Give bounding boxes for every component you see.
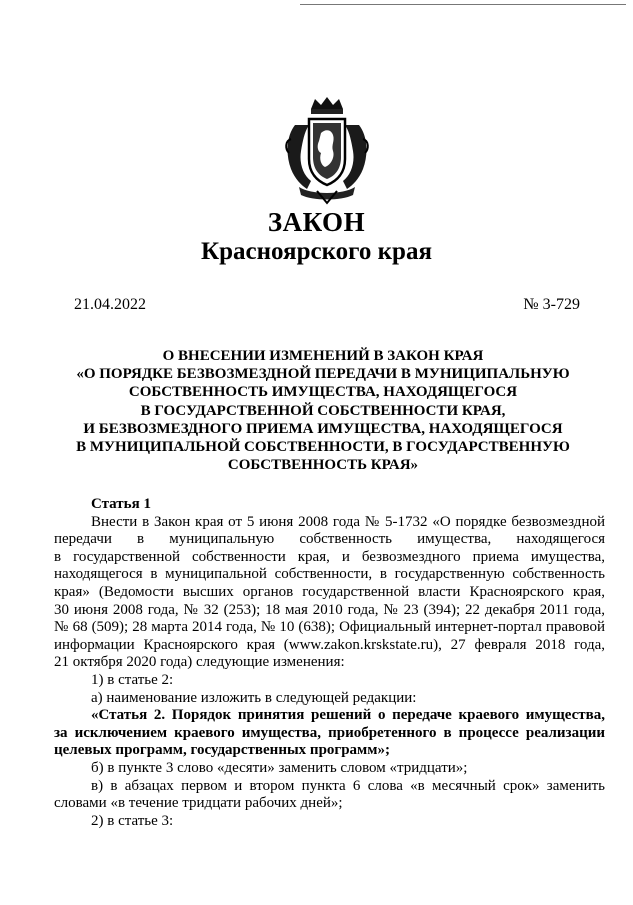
body-line: в) в абзацах первом и втором пункта 6 слова «в месячный срок» заменить xyxy=(91,777,605,794)
body-line: информации Красноярского края (www.zakon.krskstate.ru), 27 февраля 2018 года, xyxy=(54,636,605,653)
body-line-bold: целевых программ, государственных программ»; xyxy=(54,742,390,759)
article-1 xyxy=(54,496,605,830)
body-line: находящегося в муниципальной собственности, в государственную собственность xyxy=(54,566,605,583)
act-title-line: О ВНЕСЕНИИ ИЗМЕНЕНИЙ В ЗАКОН КРАЯ xyxy=(162,348,484,364)
body-line: 2) в статье 3: xyxy=(91,812,174,829)
act-title-line: В МУНИЦИПАЛЬНОЙ СОБСТВЕННОСТИ, В ГОСУДАРСТВЕННУЮ xyxy=(76,439,570,456)
document-date: 21.04.2022 xyxy=(74,296,146,313)
law-title: ЗАКОН xyxy=(267,207,366,237)
body-line: а) наименование изложить в следующей редакции: xyxy=(91,689,417,706)
act-title-line: В ГОСУДАРСТВЕННОЙ СОБСТВЕННОСТИ КРАЯ, xyxy=(140,402,506,419)
act-title-line: СОБСТВЕННОСТЬ КРАЯ» xyxy=(227,457,419,474)
act-title-line: «О ПОРЯДКЕ БЕЗВОЗМЕЗДНОЙ ПЕРЕДАЧИ В МУНИЦИПАЛЬНУЮ xyxy=(76,366,570,383)
article-heading: Статья 1 xyxy=(91,496,151,512)
act-title-line: СОБСТВЕННОСТЬ ИМУЩЕСТВА, НАХОДЯЩЕГОСЯ xyxy=(128,384,518,401)
body-line: словами «в течение тридцати рабочих дней»; xyxy=(54,795,343,812)
body-line: в государственной собственности края, и безвозмездного приема имущества, xyxy=(54,548,605,565)
body-line: 1) в статье 2: xyxy=(91,671,174,688)
body-line: Внести в Закон края от 5 июня 2008 года № 5-1732 «О порядке безвозмездной xyxy=(91,513,605,530)
body-line: края» (Ведомости высших органов государственной власти Красноярского края, xyxy=(54,583,605,600)
law-region-subtitle: Красноярского края xyxy=(201,238,432,265)
act-title-line: И БЕЗВОЗМЕЗДНОГО ПРИЕМА ИМУЩЕСТВА, НАХОДЯЩЕГОСЯ xyxy=(83,420,563,437)
body-line-bold: за исключением краевого имущества, приобретенного в процессе реализации xyxy=(54,724,605,741)
body-line: 21 октября 2020 года) следующие изменения: xyxy=(54,654,345,671)
coat-of-arms-emblem xyxy=(281,95,373,207)
body-line: передачи в муниципальную собственность имущества, находящегося xyxy=(54,531,605,548)
body-line: № 68 (509); 28 марта 2014 года, № 10 (638); Официальный интернет-портал правовой xyxy=(54,619,605,636)
document-number: № 3-729 xyxy=(523,296,580,313)
top-rule xyxy=(300,4,626,5)
act-title xyxy=(66,347,580,474)
body-line: 30 июня 2008 года, № 32 (253); 18 мая 2010 года, № 23 (394); 22 декабря 2011 года, xyxy=(54,601,605,618)
body-line-bold: «Статья 2. Порядок принятия решений о передаче краевого имущества, xyxy=(91,707,605,724)
body-line: б) в пункте 3 слово «десяти» заменить словом «тридцати»; xyxy=(91,759,468,776)
